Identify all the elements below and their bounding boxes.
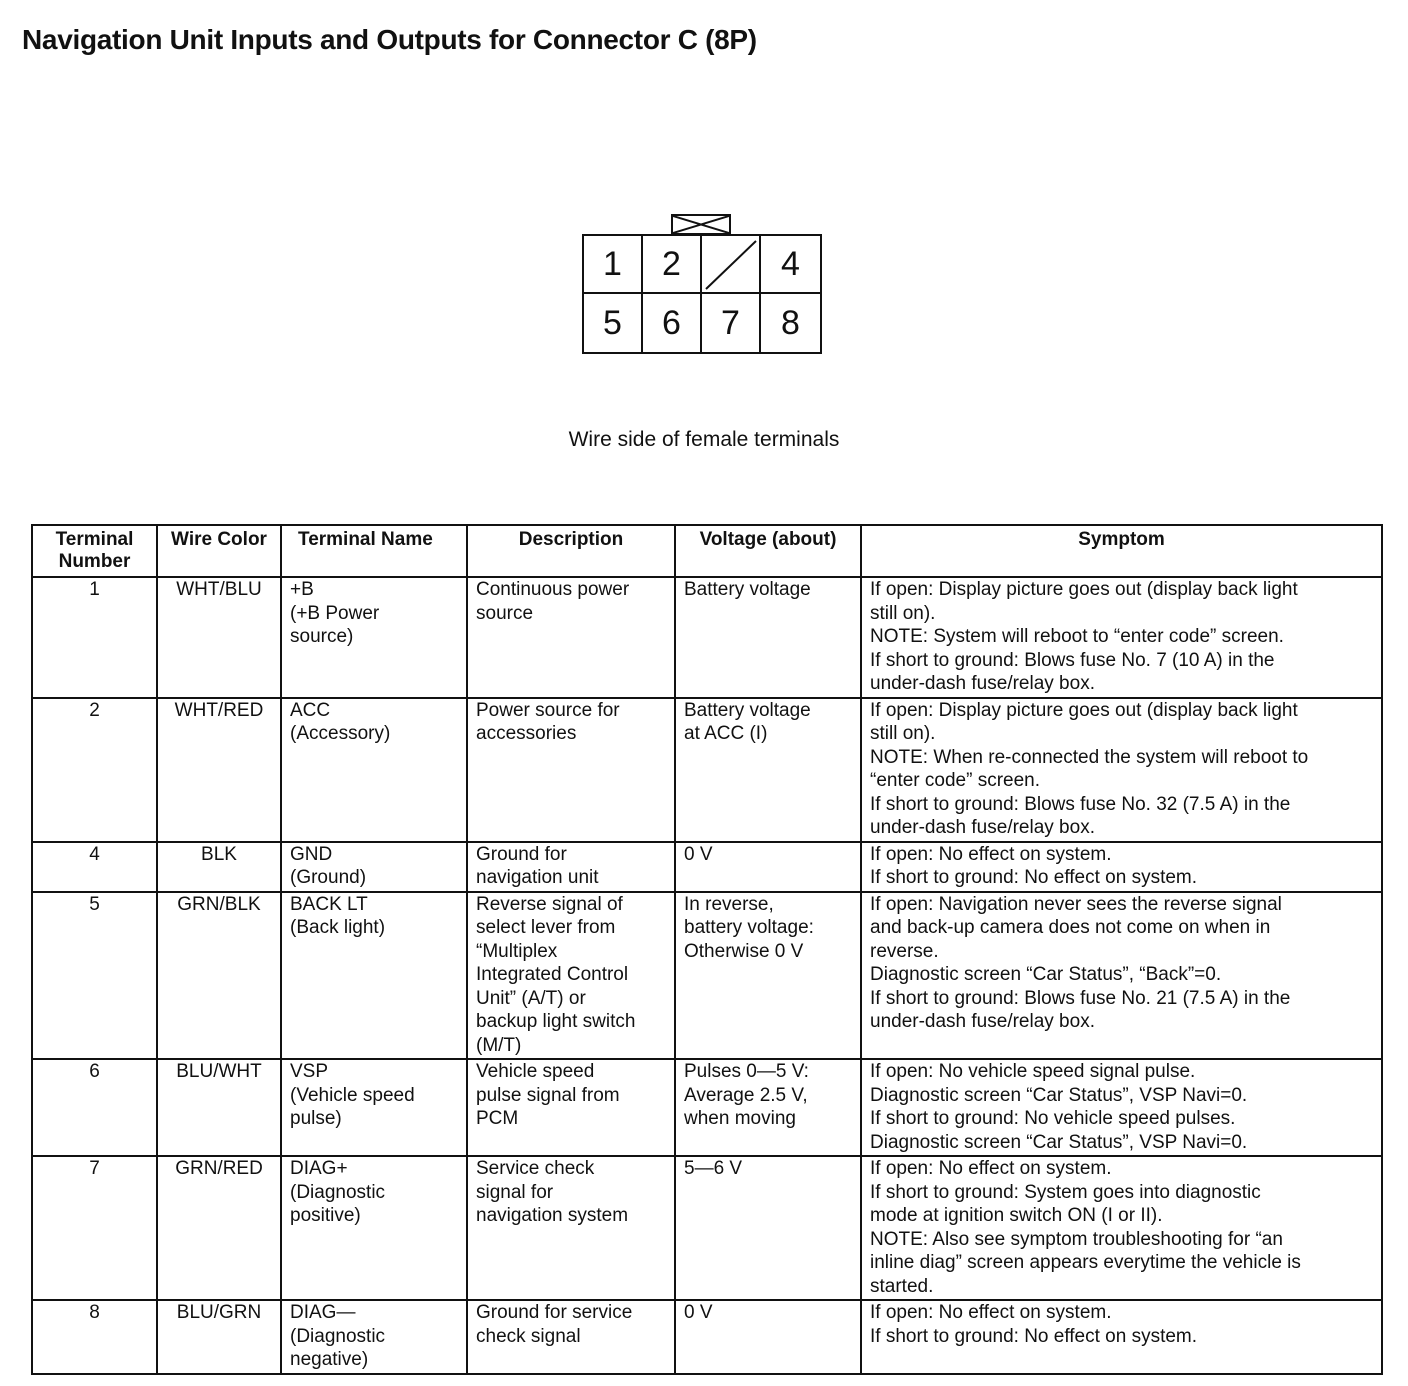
voltage-cell bbox=[675, 698, 861, 842]
wire-color-cell bbox=[157, 1300, 281, 1374]
terminal-name-cell-line: (Diagnostic bbox=[290, 1181, 386, 1203]
pin-cell: 5 bbox=[584, 294, 643, 352]
voltage-cell bbox=[675, 1300, 861, 1374]
connector-latch bbox=[671, 214, 731, 235]
symptom-cell-line: If open: Display picture goes out (display back light bbox=[870, 699, 1298, 721]
terminal-name-cell-line: (+B Power bbox=[290, 602, 380, 624]
terminal-number-cell-text: 8 bbox=[89, 1302, 100, 1323]
col-wire-color: Wire Color bbox=[157, 525, 281, 577]
latch-x-mark bbox=[673, 216, 729, 233]
terminal-number-cell-text: 6 bbox=[89, 1061, 100, 1082]
symptom-cell-line: If open: No vehicle speed signal pulse. bbox=[870, 1061, 1196, 1082]
terminal-name-cell-line: positive) bbox=[290, 1205, 361, 1226]
wire-color-cell bbox=[157, 842, 281, 892]
voltage-cell bbox=[675, 892, 861, 1060]
voltage-cell-line: 0 V bbox=[684, 1302, 713, 1323]
terminal-number-cell-text: 1 bbox=[89, 579, 100, 600]
wire-color-cell-text: BLK bbox=[201, 843, 237, 865]
description-cell bbox=[467, 577, 675, 698]
terminal-name-cell-line: DIAG+ bbox=[290, 1158, 348, 1179]
terminal-number-cell-text: 5 bbox=[89, 893, 100, 915]
description-cell-line: PCM bbox=[476, 1108, 519, 1129]
io-table bbox=[31, 524, 1383, 1375]
description-cell-line: backup light switch bbox=[476, 1011, 636, 1032]
symptom-cell-line: If short to ground: Blows fuse No. 7 (10 A) in the bbox=[870, 649, 1275, 671]
description-cell-line: check signal bbox=[476, 1325, 581, 1347]
terminal-name-cell-line: (Diagnostic bbox=[290, 1325, 386, 1347]
table-row bbox=[32, 1156, 1382, 1300]
table-row bbox=[32, 892, 1382, 1060]
description-cell-line: Vehicle speed bbox=[476, 1061, 595, 1082]
terminal-name-cell-line: +B bbox=[290, 579, 314, 600]
symptom-cell-line: Diagnostic screen “Car Status”, VSP Navi=0. bbox=[870, 1131, 1248, 1153]
symptom-cell bbox=[861, 1059, 1382, 1156]
symptom-cell-line: Diagnostic screen “Car Status”, VSP Navi=0. bbox=[870, 1084, 1248, 1106]
voltage-cell bbox=[675, 1059, 861, 1156]
terminal-name-cell bbox=[281, 1300, 467, 1374]
terminal-number-cell bbox=[32, 1059, 157, 1156]
symptom-cell-line: If open: No effect on system. bbox=[870, 1158, 1112, 1179]
terminal-name-cell bbox=[281, 698, 467, 842]
wire-color-cell-text: WHT/BLU bbox=[176, 579, 262, 600]
voltage-cell-line: Battery voltage bbox=[684, 699, 811, 721]
description-cell-line: (M/T) bbox=[476, 1034, 522, 1056]
terminal-number-cell-text: 2 bbox=[89, 699, 100, 721]
description-cell-line: accessories bbox=[476, 723, 577, 744]
terminal-name-cell-line: VSP bbox=[290, 1061, 329, 1082]
terminal-name-cell-line: GND bbox=[290, 843, 333, 865]
terminal-name-cell-line: (Vehicle speed bbox=[290, 1084, 415, 1106]
terminal-name-cell-line: (Back light) bbox=[290, 917, 386, 938]
page-title: Navigation Unit Inputs and Outputs for Connector C (8P) bbox=[22, 24, 757, 55]
pin-cell: 2 bbox=[643, 236, 702, 294]
voltage-cell-line: Pulses 0—5 V: bbox=[684, 1061, 809, 1082]
terminal-name-cell-line: ACC bbox=[290, 699, 331, 721]
pin-cell-unused bbox=[702, 236, 761, 294]
terminal-name-cell bbox=[281, 1059, 467, 1156]
pin-cell: 1 bbox=[584, 236, 643, 294]
voltage-cell-line: Battery voltage bbox=[684, 579, 811, 600]
terminal-number-cell bbox=[32, 698, 157, 842]
wire-color-cell-text: GRN/BLK bbox=[177, 893, 261, 915]
wire-color-cell bbox=[157, 1156, 281, 1300]
symptom-cell-line: mode at ignition switch ON (I or II). bbox=[870, 1205, 1163, 1226]
symptom-cell bbox=[861, 698, 1382, 842]
terminal-number-cell bbox=[32, 1300, 157, 1374]
description-cell bbox=[467, 698, 675, 842]
terminal-number-cell bbox=[32, 892, 157, 1060]
col-voltage: Voltage (about) bbox=[675, 525, 861, 577]
voltage-cell-line: Otherwise 0 V bbox=[684, 940, 804, 962]
terminal-number-cell bbox=[32, 842, 157, 892]
symptom-cell-line: If short to ground: No effect on system. bbox=[870, 1325, 1198, 1347]
symptom-cell-line: under-dash fuse/relay box. bbox=[870, 817, 1095, 838]
table-body bbox=[32, 577, 1382, 1374]
description-cell-line: pulse signal from bbox=[476, 1084, 620, 1106]
symptom-cell-line: If open: Display picture goes out (display back light bbox=[870, 579, 1298, 600]
terminal-name-cell-line: negative) bbox=[290, 1349, 369, 1370]
voltage-cell-line: 0 V bbox=[684, 843, 713, 865]
terminal-name-cell-line: pulse) bbox=[290, 1108, 342, 1129]
symptom-cell-line: NOTE: System will reboot to “enter code” screen. bbox=[870, 626, 1284, 647]
terminal-number-cell bbox=[32, 1156, 157, 1300]
col-description: Description bbox=[467, 525, 675, 577]
description-cell bbox=[467, 1300, 675, 1374]
pin-grid bbox=[582, 234, 822, 354]
voltage-cell bbox=[675, 577, 861, 698]
table-header-row bbox=[32, 525, 1382, 577]
description-cell-line: Power source for bbox=[476, 699, 620, 721]
wire-color-cell-text: WHT/RED bbox=[174, 699, 264, 721]
symptom-cell-line: started. bbox=[870, 1275, 934, 1297]
voltage-cell-line: Average 2.5 V, bbox=[684, 1084, 808, 1106]
description-cell-line: navigation system bbox=[476, 1205, 629, 1226]
terminal-name-cell-line: (Ground) bbox=[290, 867, 367, 888]
description-cell bbox=[467, 892, 675, 1060]
wire-color-cell-text: BLU/GRN bbox=[176, 1302, 262, 1323]
voltage-cell bbox=[675, 1156, 861, 1300]
symptom-cell bbox=[861, 1300, 1382, 1374]
col-terminal-name: Terminal Name bbox=[281, 525, 467, 577]
terminal-name-cell bbox=[281, 577, 467, 698]
wire-color-cell bbox=[157, 577, 281, 698]
description-cell-line: select lever from bbox=[476, 917, 616, 938]
connector-caption: Wire side of female terminals bbox=[568, 428, 840, 451]
voltage-cell-line: battery voltage: bbox=[684, 917, 814, 938]
description-cell-line: Ground for bbox=[476, 843, 567, 865]
voltage-cell-line: when moving bbox=[684, 1108, 796, 1129]
terminal-number-cell-text: 7 bbox=[89, 1158, 100, 1179]
symptom-cell-line: If short to ground: No effect on system. bbox=[870, 867, 1198, 888]
symptom-cell-line: If short to ground: System goes into diagnostic bbox=[870, 1181, 1261, 1203]
terminal-name-cell bbox=[281, 842, 467, 892]
col-terminal-number: Terminal Number bbox=[32, 525, 157, 577]
symptom-cell bbox=[861, 577, 1382, 698]
symptom-cell-line: If short to ground: Blows fuse No. 32 (7.5 A) in the bbox=[870, 793, 1291, 815]
pin-cell: 4 bbox=[761, 236, 820, 294]
col-symptom: Symptom bbox=[861, 525, 1382, 577]
table-row bbox=[32, 577, 1382, 698]
terminal-name-cell-line: (Accessory) bbox=[290, 723, 391, 744]
symptom-cell-line: still on). bbox=[870, 602, 936, 624]
symptom-cell-line: NOTE: Also see symptom troubleshooting for “an bbox=[870, 1228, 1283, 1250]
description-cell-line: signal for bbox=[476, 1181, 554, 1203]
symptom-cell-line: Diagnostic screen “Car Status”, “Back”=0. bbox=[870, 964, 1222, 985]
symptom-cell bbox=[861, 1156, 1382, 1300]
symptom-cell-line: If short to ground: No vehicle speed pulses. bbox=[870, 1108, 1236, 1129]
wire-color-cell bbox=[157, 698, 281, 842]
description-cell-line: Integrated Control bbox=[476, 964, 629, 985]
wire-color-cell-text: BLU/WHT bbox=[176, 1061, 262, 1082]
description-cell-line: source bbox=[476, 602, 534, 624]
wire-color-cell-text: GRN/RED bbox=[175, 1158, 263, 1179]
table-row bbox=[32, 842, 1382, 892]
symptom-cell-line: and back-up camera does not come on when in bbox=[870, 917, 1271, 938]
symptom-cell bbox=[861, 842, 1382, 892]
symptom-cell-line: If open: No effect on system. bbox=[870, 843, 1112, 865]
description-cell-line: Service check bbox=[476, 1158, 595, 1179]
symptom-cell-line: still on). bbox=[870, 723, 936, 744]
symptom-cell-line: “enter code” screen. bbox=[870, 770, 1041, 791]
description-cell-line: Reverse signal of bbox=[476, 893, 623, 915]
pin-cell: 7 bbox=[702, 294, 761, 352]
table-row bbox=[32, 1300, 1382, 1374]
symptom-cell-line: If open: No effect on system. bbox=[870, 1302, 1112, 1323]
voltage-cell-line: 5—6 V bbox=[684, 1158, 743, 1179]
terminal-number-cell bbox=[32, 577, 157, 698]
symptom-cell-line: NOTE: When re-connected the system will reboot to bbox=[870, 746, 1309, 768]
description-cell bbox=[467, 842, 675, 892]
description-cell bbox=[467, 1059, 675, 1156]
symptom-cell-line: inline diag” screen appears everytime the vehicle is bbox=[870, 1252, 1301, 1273]
symptom-cell-line: reverse. bbox=[870, 940, 939, 962]
symptom-cell-line: If open: Navigation never sees the reverse signal bbox=[870, 893, 1282, 915]
voltage-cell-line: at ACC (I) bbox=[684, 723, 768, 744]
description-cell-line: navigation unit bbox=[476, 867, 599, 888]
description-cell-line: Unit” (A/T) or bbox=[476, 987, 586, 1009]
terminal-name-cell-line: DIAG— bbox=[290, 1302, 356, 1323]
symptom-cell-line: under-dash fuse/relay box. bbox=[870, 1011, 1095, 1032]
symptom-cell bbox=[861, 892, 1382, 1060]
description-cell bbox=[467, 1156, 675, 1300]
description-cell-line: Continuous power bbox=[476, 579, 630, 600]
voltage-cell-line: In reverse, bbox=[684, 893, 774, 915]
table-row bbox=[32, 698, 1382, 842]
terminal-number-cell-text: 4 bbox=[89, 843, 100, 865]
unused-pin-slash bbox=[702, 236, 760, 293]
table-row bbox=[32, 1059, 1382, 1156]
description-cell-line: “Multiplex bbox=[476, 940, 558, 962]
terminal-name-cell bbox=[281, 892, 467, 1060]
wire-color-cell bbox=[157, 1059, 281, 1156]
voltage-cell bbox=[675, 842, 861, 892]
terminal-name-cell-line: BACK LT bbox=[290, 893, 368, 915]
pin-cell: 6 bbox=[643, 294, 702, 352]
terminal-name-cell-line: source) bbox=[290, 626, 354, 647]
wire-color-cell bbox=[157, 892, 281, 1060]
pin-cell: 8 bbox=[781, 303, 800, 342]
terminal-name-cell bbox=[281, 1156, 467, 1300]
connector-diagram bbox=[582, 214, 822, 354]
description-cell-line: Ground for service bbox=[476, 1302, 633, 1323]
symptom-cell-line: If short to ground: Blows fuse No. 21 (7.5 A) in the bbox=[870, 987, 1291, 1009]
symptom-cell-line: under-dash fuse/relay box. bbox=[870, 673, 1095, 694]
